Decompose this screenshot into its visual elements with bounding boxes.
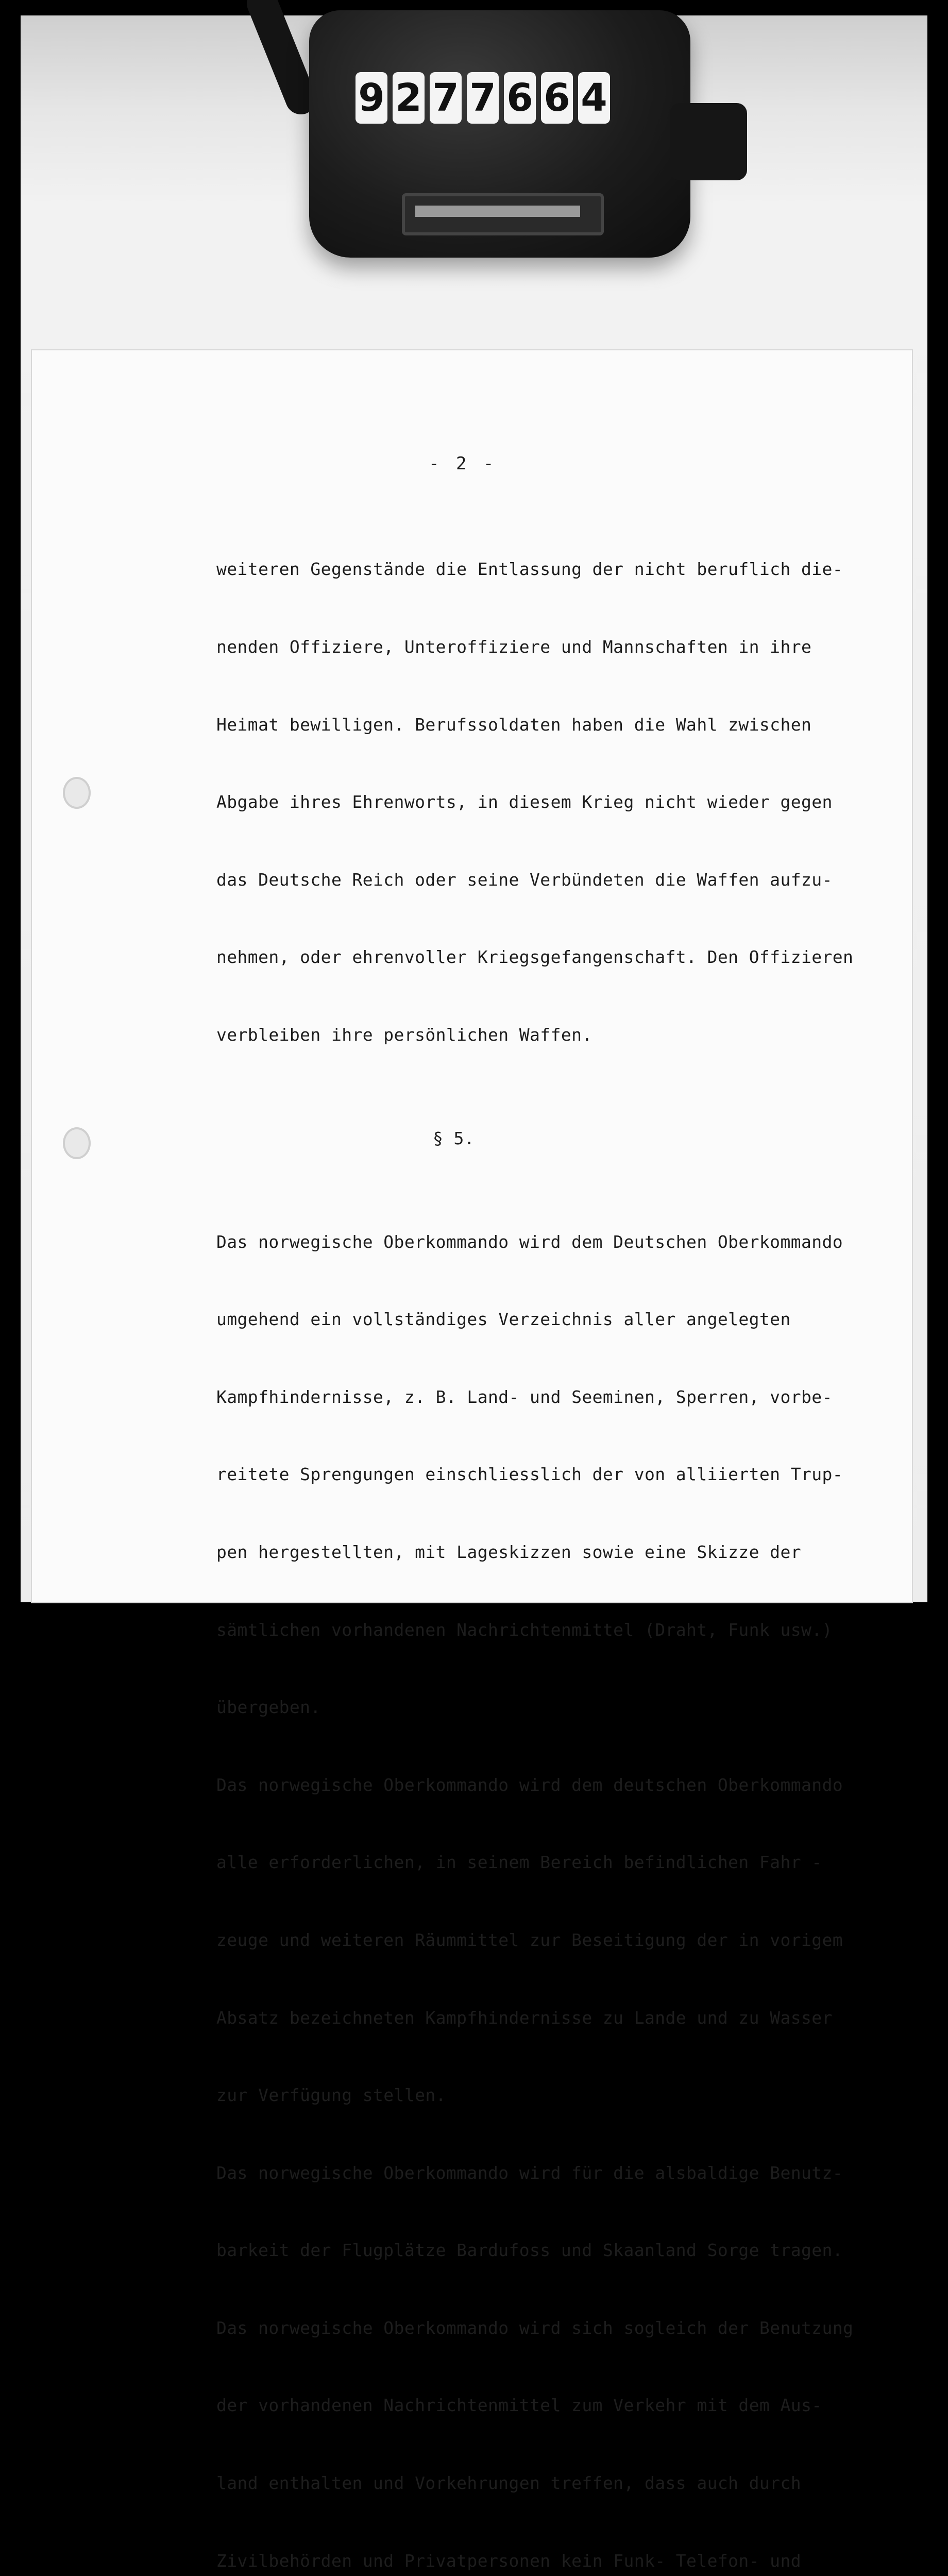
text-line: land enthalten und Vorkehrungen treffen, dass auch durch — [216, 2473, 801, 2494]
text-line: zur Verfügung stellen. — [216, 2085, 446, 2106]
document-body — [216, 505, 907, 2576]
frame-counter-slot — [402, 193, 604, 235]
text-line: zeuge und weiteren Räummittel zur Beseitigung der in vorigem — [216, 1929, 843, 1950]
text-line: übergeben. — [216, 1697, 321, 1718]
counter-digit: 7 — [467, 72, 499, 124]
counter-digit: 2 — [393, 72, 425, 124]
text-line: pen hergestellten, mit Lageskizzen sowie eine Skizze der — [216, 1541, 801, 1562]
counter-digit: 4 — [578, 72, 610, 124]
text-line: Zivilbehörden und Privatpersonen kein Funk- Telefon- und — [216, 2550, 801, 2571]
text-line: verbleiben ihre persönlichen Waffen. — [216, 1024, 592, 1045]
frame-counter-digits — [356, 72, 610, 124]
text-line: Heimat bewilligen. Berufssoldaten haben die Wahl zwischen — [216, 714, 812, 735]
punch-hole-lower — [63, 1127, 91, 1159]
frame-counter-slot-label — [415, 206, 580, 217]
text-line: Das norwegische Oberkommando wird sich sogleich der Benutzung — [216, 2317, 854, 2338]
document-page — [32, 350, 912, 2571]
text-line: das Deutsche Reich oder seine Verbündeten die Waffen aufzu- — [216, 869, 833, 890]
frame-counter-side-knob — [670, 103, 747, 180]
text-line: Absatz bezeichneten Kampfhindernisse zu Lande und zu Wasser — [216, 2007, 833, 2028]
text-line: barkeit der Flugplätze Bardufoss und Skaanland Sorge tragen. — [216, 2240, 843, 2261]
text-line: der vorhandenen Nachrichtenmittel zum Verkehr mit dem Aus- — [216, 2395, 822, 2416]
counter-digit: 6 — [541, 72, 573, 124]
text-line: Abgabe ihres Ehrenworts, in diesem Krieg nicht wieder gegen — [216, 792, 833, 812]
text-line: Das norwegische Oberkommando wird für die alsbaldige Benutz- — [216, 2162, 843, 2183]
section-heading-5: § 5. — [433, 1128, 475, 1148]
text-line: sämtlichen vorhandenen Nachrichtenmittel (Draht, Funk usw.) — [216, 1619, 833, 1640]
punch-hole-upper — [63, 777, 91, 809]
text-line: reitete Sprengungen einschliesslich der von alliierten Trup- — [216, 1464, 843, 1485]
page-number: - 2 - — [429, 453, 497, 474]
text-line: Das norwegische Oberkommando wird dem Deutschen Oberkommando — [216, 1231, 843, 1252]
counter-digit: 6 — [504, 72, 536, 124]
text-line: weiteren Gegenstände die Entlassung der nicht beruflich die- — [216, 559, 843, 580]
text-line: Kampfhindernisse, z. B. Land- und Seeminen, Sperren, vorbe- — [216, 1386, 833, 1407]
text-line: nehmen, oder ehrenvoller Kriegsgefangenschaft. Den Offizieren — [216, 947, 854, 968]
counter-digit: 7 — [430, 72, 462, 124]
text-line: nenden Offiziere, Unteroffiziere und Mannschaften in ihre — [216, 637, 812, 657]
counter-digit: 9 — [356, 72, 387, 124]
text-line: alle erforderlichen, in seinem Bereich befindlichen Fahr - — [216, 1852, 822, 1873]
text-line: umgehend ein vollständiges Verzeichnis aller angelegten — [216, 1309, 791, 1330]
text-line: Das norwegische Oberkommando wird dem deutschen Oberkommando — [216, 1774, 843, 1795]
